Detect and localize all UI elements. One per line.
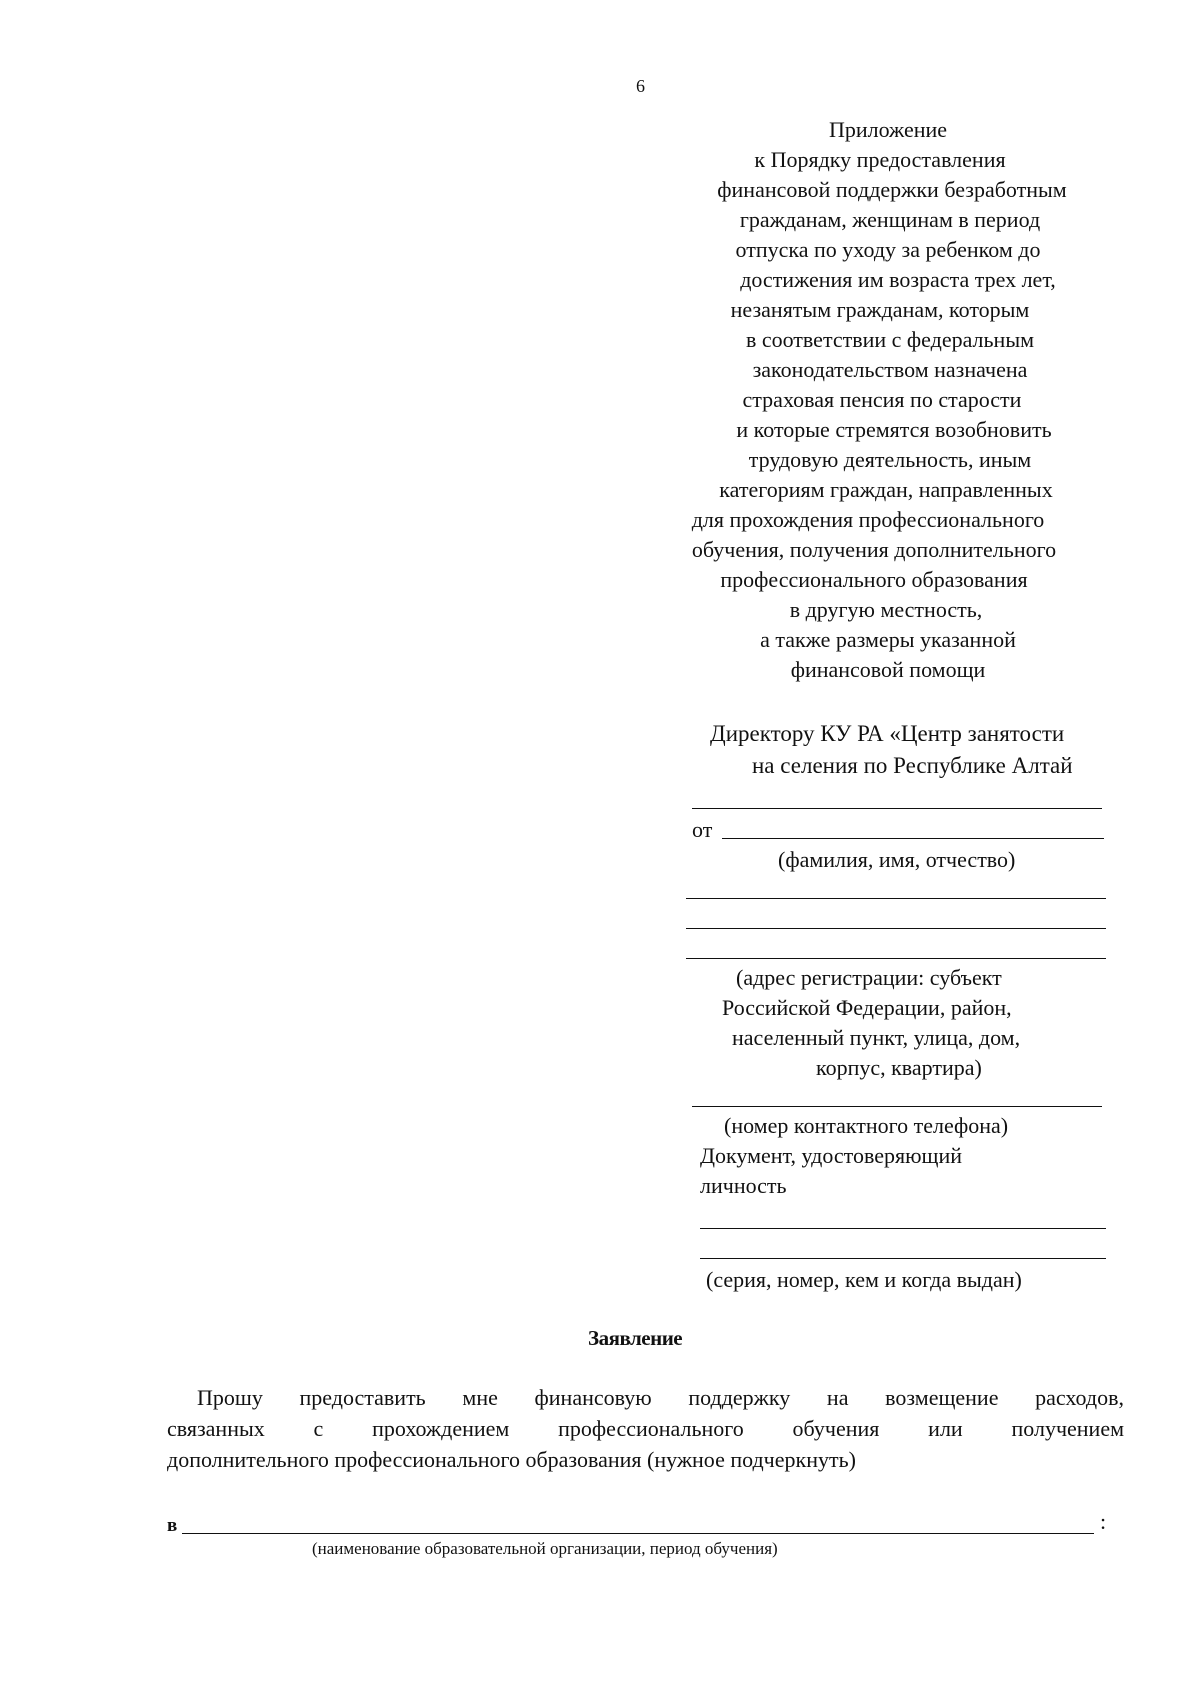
address-caption-line-2: Российской Федерации, район,	[722, 995, 1012, 1020]
address-caption-line-4: корпус, квартира)	[816, 1055, 982, 1080]
request-line-2: связанных с прохождением профессионального обучения или получением	[167, 1416, 1124, 1441]
in-label: в	[167, 1515, 178, 1536]
addressee-line-1: Директору КУ РА «Центр занятости	[710, 721, 1065, 746]
annex-line: гражданам, женщинам в период	[739, 207, 1041, 232]
annex-line: незанятым гражданам, которым	[730, 297, 1030, 322]
annex-line: а также размеры указанной	[760, 627, 1016, 652]
annex-line: отпуска по уходу за ребенком до	[735, 237, 1041, 262]
annex-line: категориям граждан, направленных	[719, 477, 1053, 502]
address-field-1[interactable]	[686, 898, 1106, 899]
addressee-line-2: на селения по Республике Алтай	[752, 753, 1073, 778]
address-field-3[interactable]	[686, 958, 1106, 959]
page-number: 6	[636, 76, 645, 96]
address-caption-line-3: населенный пункт, улица, дом,	[732, 1025, 1021, 1050]
request-line-1: Прошу предоставить мне финансовую поддержку на возмещение расходов,	[197, 1385, 1124, 1410]
addressee-name-field[interactable]	[692, 808, 1102, 809]
annex-line: профессионального образования	[720, 567, 1028, 592]
annex-line: трудовую деятельность, иным	[748, 447, 1032, 472]
annex-line: Приложение	[828, 117, 948, 142]
annex-line: в другую местность,	[789, 597, 983, 622]
id-document-label-line-2: личность	[700, 1173, 787, 1198]
organization-caption: (наименование образовательной организации, период обучения)	[312, 1539, 778, 1558]
annex-line: финансовой поддержки безработным	[717, 177, 1067, 202]
id-document-label-line-1: Документ, удостоверяющий	[700, 1143, 963, 1168]
colon-mark: :	[1100, 1509, 1107, 1534]
address-caption-line-1: (адрес регистрации: субъект	[736, 965, 1002, 990]
fio-caption: (фамилия, имя, отчество)	[778, 847, 1016, 872]
phone-caption: (номер контактного телефона)	[724, 1113, 1009, 1138]
annex-line: финансовой помощи	[790, 657, 986, 682]
id-document-field-1[interactable]	[700, 1228, 1106, 1229]
annex-line: для прохождения профессионального	[691, 507, 1045, 532]
passport-caption: (серия, номер, кем и когда выдан)	[706, 1267, 1022, 1292]
annex-line: к Порядку предоставления	[754, 147, 1006, 172]
annex-line: и которые стремятся возобновить	[736, 417, 1052, 442]
phone-field[interactable]	[692, 1106, 1102, 1107]
annex-line: обучения, получения дополнительного	[691, 537, 1057, 562]
annex-line: законодательством назначена	[752, 357, 1028, 382]
from-label: от	[692, 817, 713, 842]
applicant-name-field[interactable]	[722, 838, 1104, 839]
annex-line: в соответствии с федеральным	[745, 327, 1035, 352]
request-line-3: дополнительного профессионального образования (нужное подчеркнуть)	[167, 1447, 856, 1472]
annex-line: страховая пенсия по старости	[742, 387, 1022, 412]
organization-field[interactable]	[182, 1533, 1094, 1534]
annex-line: достижения им возраста трех лет,	[740, 267, 1056, 292]
document-title: Заявление	[588, 1326, 683, 1350]
id-document-field-2[interactable]	[700, 1258, 1106, 1259]
request-paragraph	[167, 1382, 1124, 1475]
address-field-2[interactable]	[686, 928, 1106, 929]
